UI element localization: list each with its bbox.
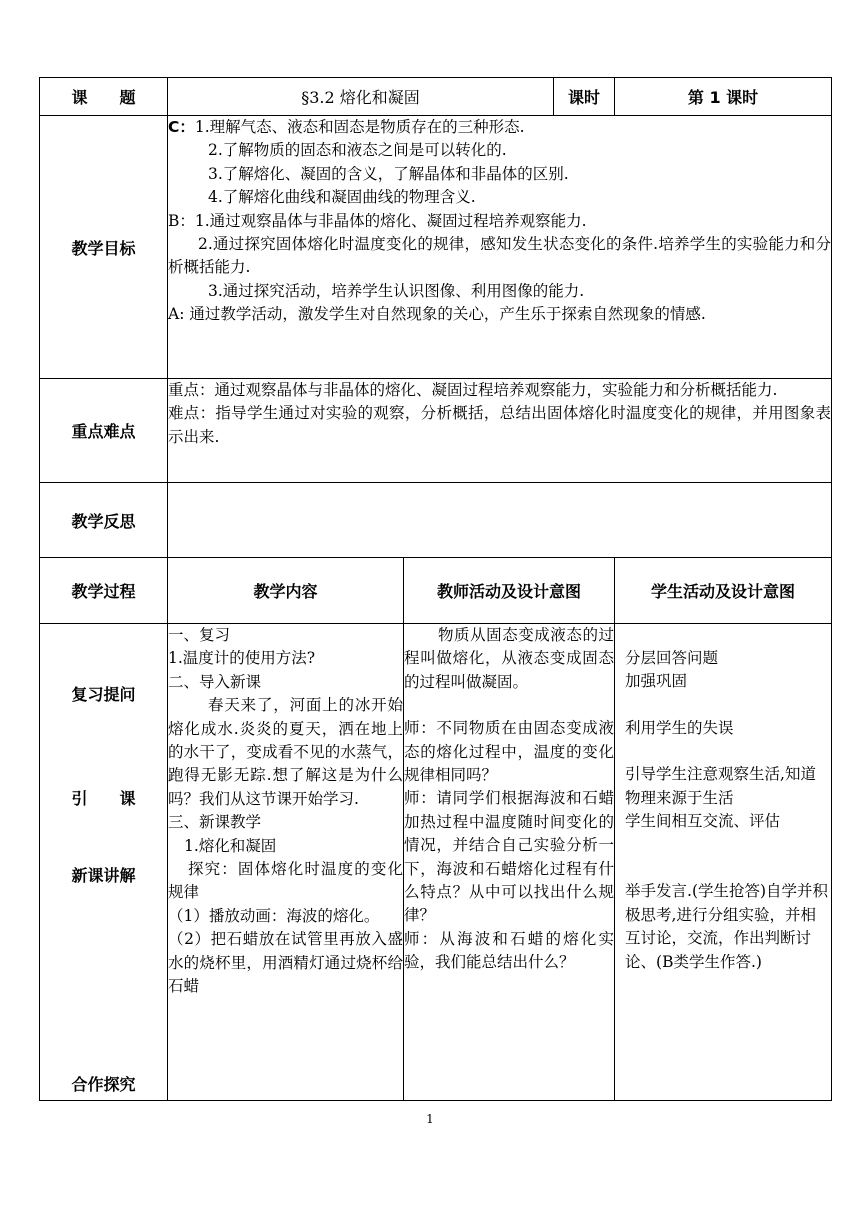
content-line: （2）把石蜡放在试管里再放入盛水的烧杯里，用酒精灯通过烧杯给石蜡 <box>168 930 403 996</box>
process-stages <box>40 624 168 1101</box>
objective-line: 3.了解熔化、凝固的含义，了解晶体和非晶体的区别. <box>208 164 569 183</box>
keypoints-row <box>40 379 832 483</box>
content-line: （1）播放动画：海波的熔化。 <box>168 906 380 925</box>
keypoints-difficulty: 难点：指导学生通过对实验的观察，分析概括，总结出固体熔化时温度变化的规律，并用图象表示出来. <box>168 404 832 446</box>
objective-line: A: 通过教学活动，激发学生对自然现象的关心，产生乐于探索自然现象的情感. <box>168 305 706 324</box>
topic-title: §3.2 熔化和凝固 <box>168 78 554 116</box>
objectives-label: 教学目标 <box>40 116 168 379</box>
process-teacher <box>404 624 615 1101</box>
content-line: 1.熔化和凝固 <box>184 836 277 855</box>
process-header-col1: 教学过程 <box>40 558 168 624</box>
content-line: 春天来了，河面上的冰开始熔化成水.炎炎的夏天，洒在地上的水干了，变成看不见的水蒸气，跑得无影无踪.想了解这是为什么吗？我们从这节课开始学习. <box>168 696 403 808</box>
objective-line: 4.了解熔化曲线和凝固曲线的物理含义. <box>208 188 476 207</box>
student-line: 引导学生注意观察生活,知道物理来源于生活 <box>625 765 816 807</box>
process-header-col3: 教师活动及设计意图 <box>404 558 615 624</box>
student-line: 举手发言.(学生抢答)自学并积极思考,进行分组实验，并相互讨论，交流，作出判断讨论、(B类学生作答.) <box>625 882 829 971</box>
content-line: 三、新课教学 <box>168 813 262 832</box>
topic-label: 课 题 <box>40 78 168 116</box>
objective-line: 2.通过探究固体熔化时温度变化的规律，感知发生状态变化的条件.培养学生的实验能力和分析概括能力. <box>168 235 832 277</box>
objective-line: 2.了解物质的固态和液态之间是可以转化的. <box>208 141 507 160</box>
page-number: 1 <box>426 1112 434 1126</box>
stage-review: 复习提问 <box>71 685 136 704</box>
objective-line: 3.通过探究活动，培养学生认识图像、利用图像的能力. <box>208 281 585 300</box>
content-line: 一、复习 <box>168 626 231 644</box>
student-line: 分层回答问题 <box>625 649 719 667</box>
student-line: 学生间相互交流、评估 <box>625 812 781 831</box>
period-label: 课时 <box>554 78 615 116</box>
reflection-row <box>40 483 832 558</box>
process-row <box>40 624 832 1101</box>
student-line: 加强巩固 <box>625 672 688 691</box>
process-content <box>168 624 404 1101</box>
stage-cooperation: 合作探究 <box>71 1075 136 1094</box>
reflection-label: 教学反思 <box>40 483 168 558</box>
teacher-line: 物质从固态变成液态的过程叫做熔化，从液态变成固态的过程叫做凝固。 <box>404 626 615 691</box>
period-value: 第 1 课时 <box>615 78 832 116</box>
stage-new-lesson: 新课讲解 <box>71 866 136 885</box>
teacher-line: 师：不同物质在由固态变成液态的熔化过程中，温度的变化规律相同吗？ <box>404 719 615 785</box>
stage-intro: 引 课 <box>71 789 136 808</box>
process-student <box>615 624 832 1101</box>
content-line: 二、导入新课 <box>168 672 262 691</box>
process-header-col4: 学生活动及设计意图 <box>615 558 832 624</box>
objectives-c-prefix: C： <box>168 118 195 136</box>
teacher-line: 师：请同学们根据海波和石蜡加热过程中温度随时间变化的情况，并结合自己实验分析一下，海波和石蜡熔化过程有什么特点？从中可以找出什么规律？ <box>404 789 615 925</box>
student-line: 利用学生的失误 <box>625 718 734 737</box>
objectives-row <box>40 116 832 379</box>
objective-line: 1.理解气态、液态和固态是物质存在的三种形态. <box>194 118 525 136</box>
lesson-plan-table <box>39 77 832 1101</box>
keypoints-content <box>168 379 832 483</box>
header-row <box>40 78 832 116</box>
objectives-content <box>168 116 832 379</box>
reflection-content <box>168 483 832 558</box>
teacher-line: 师：从海波和石蜡的熔化实验，我们能总结出什么？ <box>404 929 615 972</box>
objective-line: B：1.通过观察晶体与非晶体的熔化、凝固过程培养观察能力. <box>168 211 587 230</box>
process-header-row <box>40 558 832 624</box>
process-header-col2: 教学内容 <box>168 558 404 624</box>
keypoints-label: 重点难点 <box>40 379 168 483</box>
content-line: 1.温度计的使用方法? <box>168 649 316 668</box>
keypoints-focus: 重点：通过观察晶体与非晶体的熔化、凝固过程培养观察能力，实验能力和分析概括能力. <box>168 381 778 399</box>
content-line: 探究：固体熔化时温度的变化规律 <box>168 860 403 902</box>
